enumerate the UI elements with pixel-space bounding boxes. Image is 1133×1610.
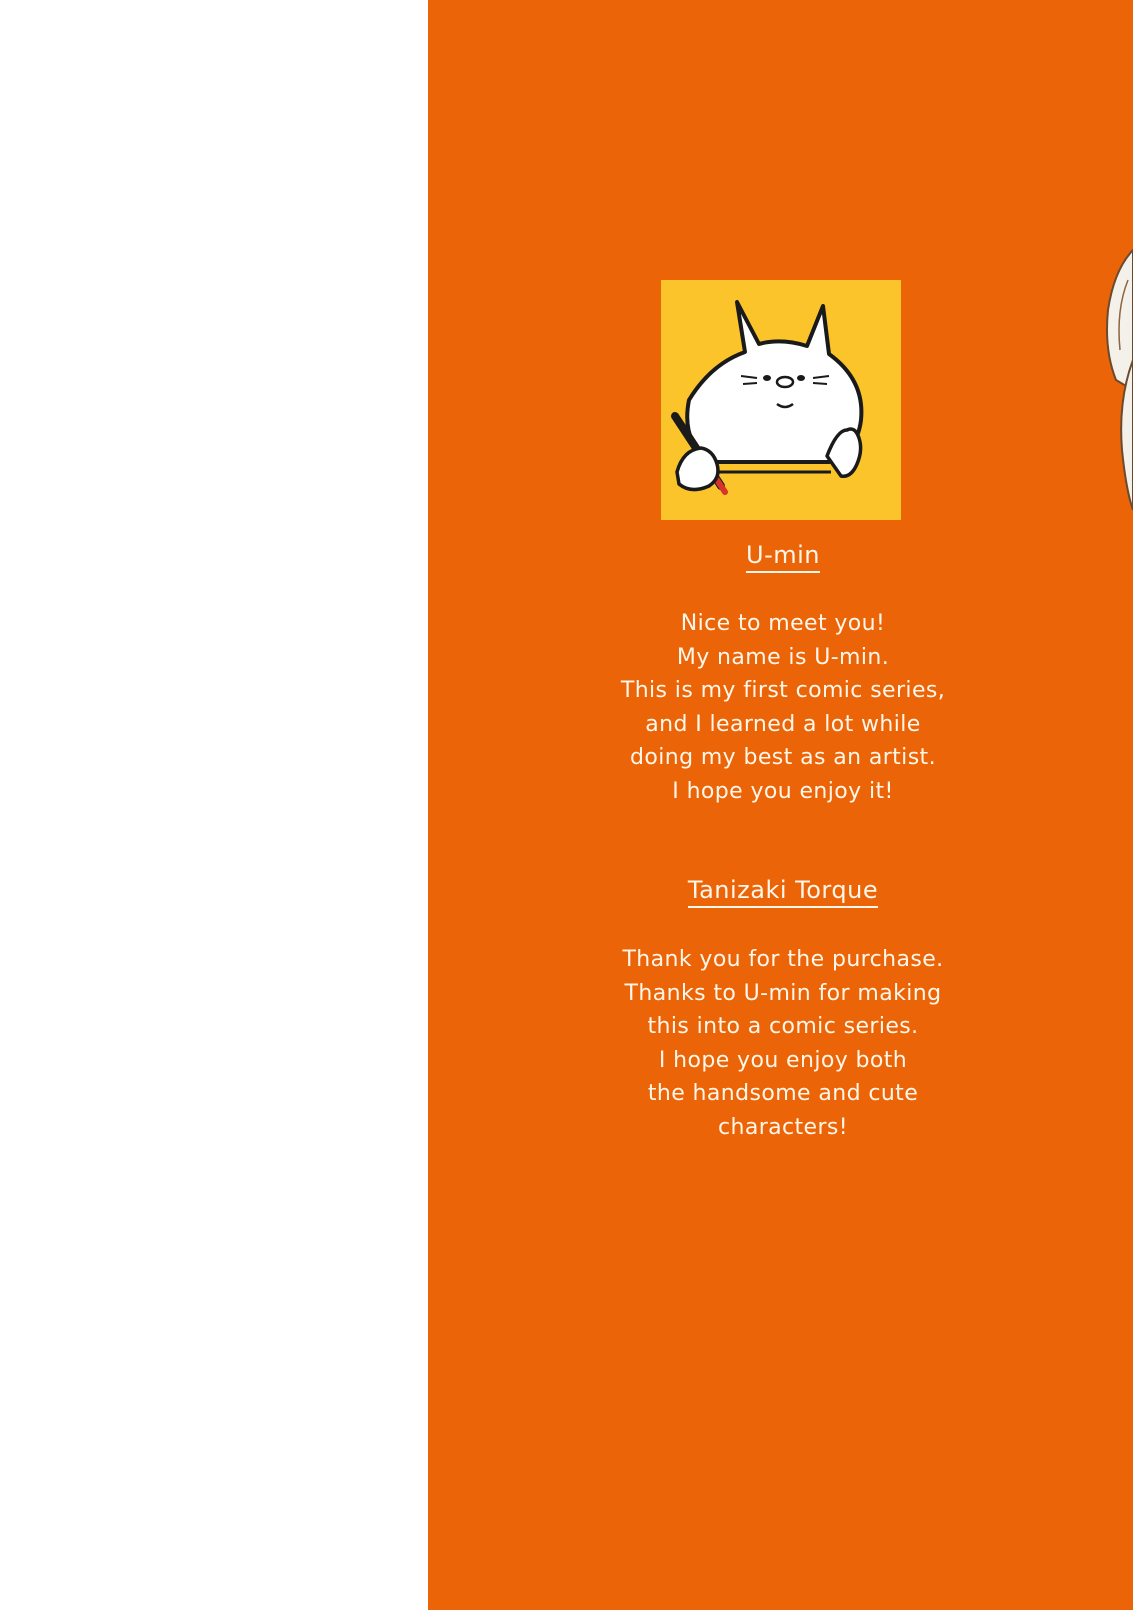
message-line: I hope you enjoy both: [658, 1047, 908, 1073]
author-avatar: [661, 280, 901, 520]
message-line: characters!: [717, 1114, 849, 1140]
message-line: Thank you for the purchase.: [622, 947, 944, 972]
message-line: this into a comic series.: [647, 1014, 919, 1040]
author-notes: [428, 0, 1133, 1610]
message-line: the handsome and cute: [647, 1081, 919, 1107]
cat-holding-pen-icon: [661, 280, 901, 520]
author-name-umin: [428, 541, 1133, 573]
message-line: doing my best as an artist.: [630, 745, 936, 771]
author-name-tanizaki: [428, 876, 1133, 908]
author-message-umin: [428, 607, 1133, 809]
character-hair-edge-illustration: [1100, 240, 1133, 520]
author-name-label: U-min: [746, 541, 820, 573]
message-line: This is my first comic series,: [620, 678, 946, 704]
message-line: My name is U-min.: [676, 644, 890, 670]
message-line: Thanks to U-min for making: [624, 980, 942, 1006]
message-line: Nice to meet you!: [680, 611, 886, 636]
author-name-label: Tanizaki Torque: [688, 876, 878, 908]
author-message-tanizaki: [428, 943, 1133, 1145]
message-line: and I learned a lot while: [645, 711, 921, 737]
message-line: I hope you enjoy it!: [672, 778, 894, 804]
